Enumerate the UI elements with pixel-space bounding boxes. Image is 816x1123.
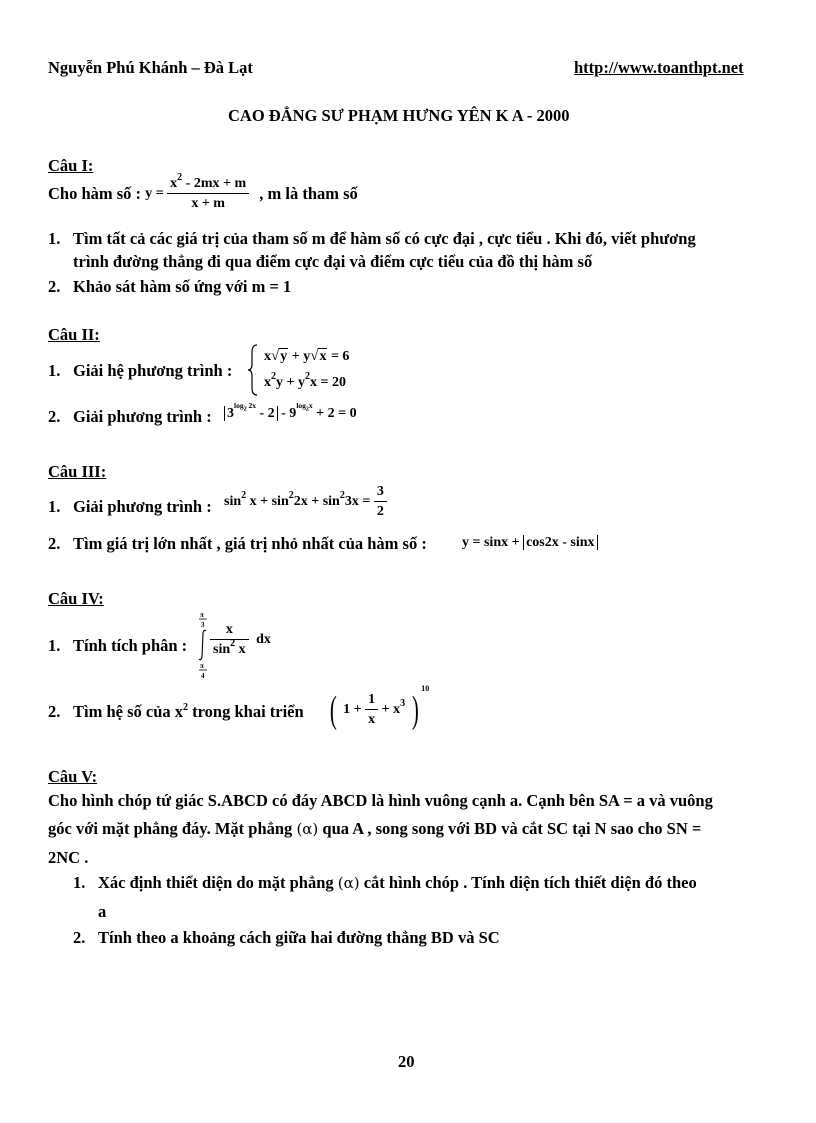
q5-paragraph-line1: Cho hình chóp tứ giác S.ABCD có đáy ABCD là hình vuông cạnh a. Cạnh bên SA = a và vuông: [48, 791, 713, 810]
q1-intro: Cho hàm số : y = $\frac{x^2 - 2mx + m}{x + m}$ , m là tham số: [48, 172, 358, 211]
q1-item1-number: 1.: [48, 229, 61, 248]
page-title: CAO ĐẲNG SƯ PHẠM HƯNG YÊN K A - 2000: [228, 106, 570, 125]
q5-item1: Xác định thiết diện do mặt phẳng (α) cắt hình chóp . Tính diện tích thiết diện đó theo: [98, 873, 697, 892]
q1-function-formula: y = $\frac{x^2 - 2mx + m}{x + m}$: [145, 176, 249, 212]
q1-item1-line2: trình đường thẳng đi qua điểm cực đại và điểm cực tiểu của đồ thị hàm số: [73, 252, 593, 271]
q5-paragraph-line2: góc với mặt phẳng đáy. Mặt phẳng (α) qua A , song song với BD và cắt SC tại N sao cho SN =: [48, 819, 702, 838]
q3-equation: $\sin^2 x + \sin^22x + \sin^23x$ = $\frac{3}{2}$: [224, 484, 387, 520]
q4-item1-number: 1.: [48, 636, 61, 655]
q2-system-brace: [247, 344, 259, 401]
q2-heading: Câu II:: [48, 325, 100, 344]
svg-text:π: π: [200, 611, 204, 619]
page-number: 20: [398, 1052, 415, 1071]
q1-item2: Khảo sát hàm số ứng với m = 1: [73, 277, 292, 296]
q3-heading: Câu III:: [48, 462, 107, 481]
q2-equation: $3^{log_2 2x} - 2 - 9^{log_2x} + 2 = 0$: [224, 406, 357, 422]
header-author: Nguyễn Phú Khánh – Đà Lạt: [48, 58, 253, 77]
q2-item2-number: 2.: [48, 407, 61, 426]
q2-item2: Giải phương trình :: [73, 407, 212, 426]
q3-item2-number: 2.: [48, 534, 61, 553]
q4-item2: Tìm hệ số của $x^2$ trong khai triển: [73, 702, 304, 721]
q1-item1-line1: Tìm tất cả các giá trị của tham số m để hàm số có cực đại , cực tiểu . Khi đó, viết phương: [73, 229, 696, 248]
q4-heading: Câu IV:: [48, 589, 104, 608]
q5-heading: Câu V:: [48, 767, 98, 786]
q4-item1: Tính tích phân :: [73, 636, 188, 655]
q4-integrand: $\frac{x}{\sin^2 x}$ dx: [210, 622, 271, 658]
q3-item1: Giải phương trình :: [73, 497, 212, 516]
q2-system-eq1: x√y + y√x = 6: [264, 348, 350, 364]
svg-text:3: 3: [201, 621, 205, 629]
q4-expansion-formula: ( 1 + $\frac{1}{x}$ + $x^3$ )$^{10}$: [329, 684, 430, 731]
q5-item1-number: 1.: [73, 873, 86, 892]
q2-item1: Giải hệ phương trình :: [73, 361, 233, 380]
q5-item2: Tính theo a khoảng cách giữa hai đường thẳng BD và SC: [98, 928, 500, 947]
q1-item2-number: 2.: [48, 277, 61, 296]
q3-item1-number: 1.: [48, 497, 61, 516]
q2-system-eq2: $x^2y + y^2x = 20$: [264, 371, 346, 390]
q4-item2-number: 2.: [48, 702, 61, 721]
q4-integral: [196, 609, 210, 690]
q5-item1-line2: a: [98, 902, 107, 921]
q5-paragraph-line3: 2NC .: [48, 848, 89, 867]
q1-heading: Câu I:: [48, 156, 94, 175]
q3-item2: Tìm giá trị lớn nhất , giá trị nhỏ nhất của hàm số :: [73, 534, 427, 553]
svg-text:4: 4: [201, 672, 205, 680]
header-url-link[interactable]: http://www.toanthpt.net: [574, 58, 744, 77]
q2-item1-number: 1.: [48, 361, 61, 380]
q3-function-formula: y = sinx + cos2x - sinx: [462, 535, 598, 551]
q5-item2-number: 2.: [73, 928, 86, 947]
svg-text:π: π: [200, 662, 204, 670]
